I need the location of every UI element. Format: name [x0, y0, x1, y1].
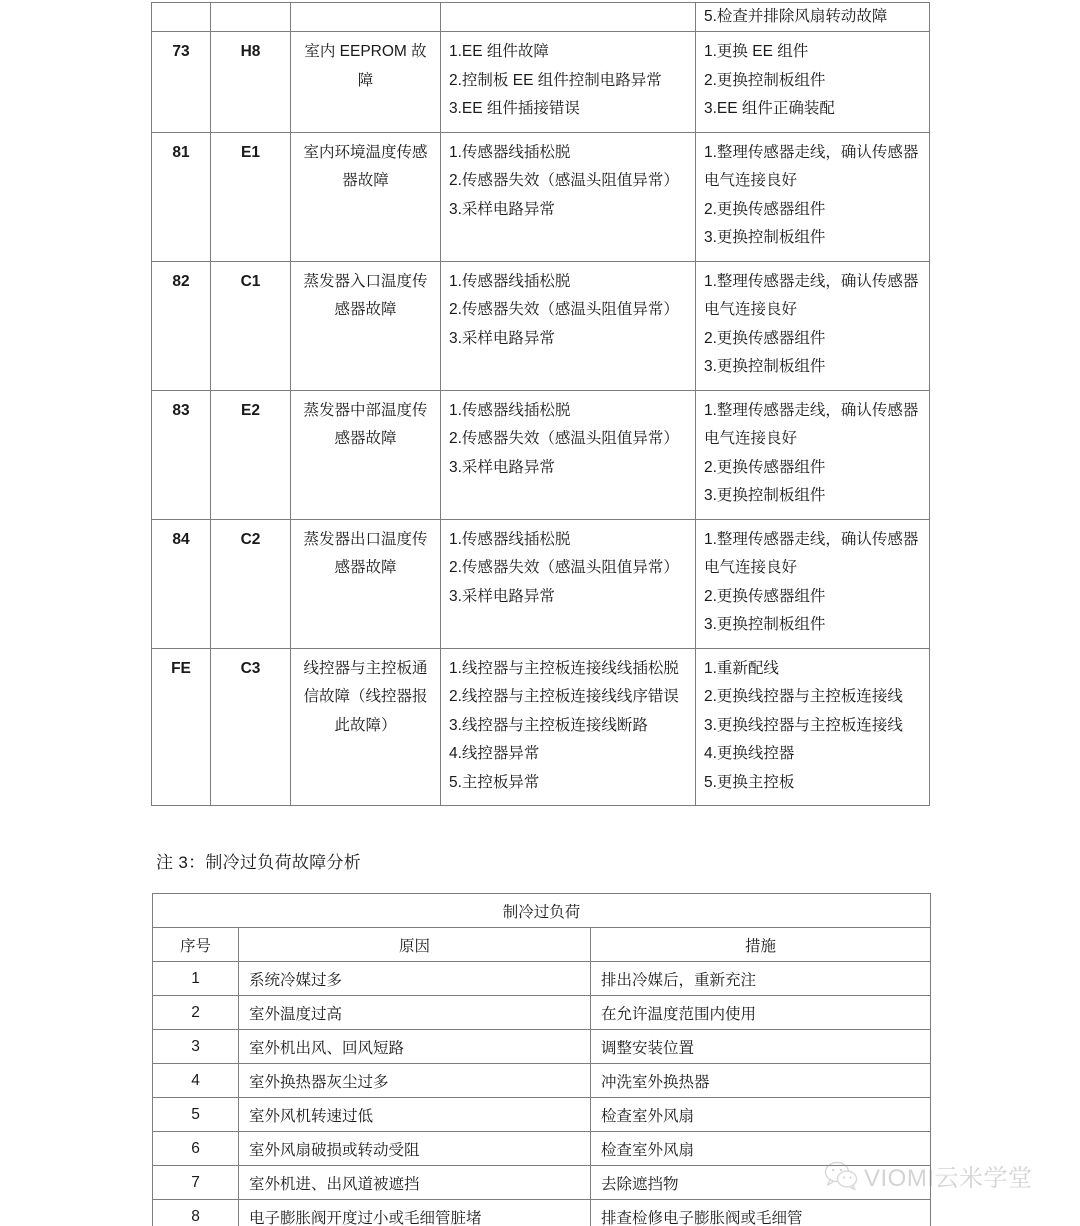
table-row — [153, 962, 931, 996]
row-number: 3 — [153, 1030, 239, 1064]
action-item: 2.更换控制板组件 — [704, 71, 826, 89]
cause-item: 1.线控器与主控板连接线线插松脱 — [449, 659, 679, 677]
fault-causes — [441, 261, 696, 390]
cause-item: 1.传感器线插松脱 — [449, 530, 571, 548]
row-number: 5 — [153, 1098, 239, 1132]
cause-item: 1.传感器线插松脱 — [449, 143, 571, 161]
column-header-no: 序号 — [153, 928, 239, 962]
row-action: 检查室外风扇 — [591, 1098, 931, 1132]
row-action: 排出冷媒后，重新充注 — [591, 962, 931, 996]
fault-causes — [441, 32, 696, 133]
display-code: C3 — [211, 648, 291, 806]
fault-code: FE — [152, 648, 211, 806]
cause-item: 1.传感器线插松脱 — [449, 401, 571, 419]
carry-display-cell — [211, 3, 291, 32]
cause-item: 3.采样电路异常 — [449, 200, 555, 218]
cause-item: 1.传感器线插松脱 — [449, 272, 571, 290]
overload-title-row — [153, 894, 931, 928]
row-action: 在允许温度范围内使用 — [591, 996, 931, 1030]
cause-item: 1.EE 组件故障 — [449, 43, 549, 60]
overload-title: 制冷过负荷 — [153, 894, 931, 928]
action-item: 1.重新配线 — [704, 659, 779, 677]
action-item: 3.EE 组件正确装配 — [704, 100, 835, 117]
row-cause: 室外温度过高 — [239, 996, 591, 1030]
action-item: 1.整理传感器走线，确认传感器电气连接良好 — [704, 272, 919, 318]
fault-code: 82 — [152, 261, 211, 390]
row-action: 调整安装位置 — [591, 1030, 931, 1064]
overload-table-body — [153, 894, 931, 1226]
cause-item: 3.采样电路异常 — [449, 587, 555, 605]
row-number: 6 — [153, 1132, 239, 1166]
row-action: 去除遮挡物 — [591, 1166, 931, 1200]
table-row — [152, 132, 930, 261]
action-item: 1.整理传感器走线，确认传感器电气连接良好 — [704, 530, 919, 576]
action-item: 1.整理传感器走线，确认传感器电气连接良好 — [704, 401, 919, 447]
row-number: 8 — [153, 1200, 239, 1226]
row-number: 2 — [153, 996, 239, 1030]
fault-name: 蒸发器入口温度传感器故障 — [291, 261, 441, 390]
column-header-action: 措施 — [591, 928, 931, 962]
action-item: 3.更换控制板组件 — [704, 229, 826, 246]
cooling-overload-table — [152, 893, 931, 1226]
table-row — [153, 1098, 931, 1132]
table-row — [153, 1200, 931, 1226]
cause-item: 3.线控器与主控板连接线断路 — [449, 716, 648, 734]
action-item: 5.更换主控板 — [704, 773, 795, 791]
fault-causes — [441, 132, 696, 261]
cause-item: 5.主控板异常 — [449, 773, 540, 791]
cause-item: 2.控制板 EE 组件控制电路异常 — [449, 71, 662, 89]
row-cause: 系统冷媒过多 — [239, 962, 591, 996]
table-row — [153, 1132, 931, 1166]
carry-action-cell — [696, 3, 930, 32]
cause-item: 4.线控器异常 — [449, 745, 540, 762]
action-item: 1.更换 EE 组件 — [704, 43, 809, 60]
table-row — [153, 1030, 931, 1064]
fault-name: 室内环境温度传感器故障 — [291, 132, 441, 261]
cause-item: 3.EE 组件插接错误 — [449, 100, 580, 117]
row-cause: 室外风机转速过低 — [239, 1098, 591, 1132]
cause-item: 2.传感器失效（感温头阻值异常） — [449, 559, 679, 576]
fault-actions — [696, 390, 930, 519]
cause-item: 2.传感器失效（感温头阻值异常） — [449, 301, 679, 318]
row-number: 7 — [153, 1166, 239, 1200]
fault-name: 线控器与主控板通信故障（线控器报此故障） — [291, 648, 441, 806]
row-cause: 室外机进、出风道被遮挡 — [239, 1166, 591, 1200]
row-cause: 室外风扇破损或转动受阻 — [239, 1132, 591, 1166]
fault-causes — [441, 519, 696, 648]
action-item: 4.更换线控器 — [704, 745, 795, 762]
display-code: E2 — [211, 390, 291, 519]
fault-causes — [441, 648, 696, 806]
action-item: 3.更换控制板组件 — [704, 358, 826, 375]
fault-name: 蒸发器出口温度传感器故障 — [291, 519, 441, 648]
action-item: 3.更换线控器与主控板连接线 — [704, 716, 903, 734]
fault-actions — [696, 648, 930, 806]
action-item: 2.更换传感器组件 — [704, 587, 826, 605]
fault-name: 蒸发器中部温度传感器故障 — [291, 390, 441, 519]
note-heading: 注 3：制冷过负荷故障分析 — [156, 853, 362, 872]
cause-item: 2.线控器与主控板连接线线序错误 — [449, 688, 679, 705]
fault-code: 73 — [152, 32, 211, 133]
fault-code: 84 — [152, 519, 211, 648]
display-code: C2 — [211, 519, 291, 648]
row-action: 检查室外风扇 — [591, 1132, 931, 1166]
action-item: 2.更换传感器组件 — [704, 200, 826, 218]
table-row-carryover — [152, 3, 930, 32]
fault-code: 83 — [152, 390, 211, 519]
fault-actions — [696, 32, 930, 133]
cause-item: 2.传感器失效（感温头阻值异常） — [449, 430, 679, 447]
carry-cause-cell — [441, 3, 696, 32]
fault-code: 81 — [152, 132, 211, 261]
action-item: 2.更换线控器与主控板连接线 — [704, 688, 903, 705]
action-item: 2.更换传感器组件 — [704, 329, 826, 347]
action-item: 1.整理传感器走线，确认传感器电气连接良好 — [704, 143, 919, 189]
fault-actions — [696, 519, 930, 648]
fault-code-table — [151, 2, 930, 806]
row-action: 冲洗室外换热器 — [591, 1064, 931, 1098]
fault-actions — [696, 261, 930, 390]
fault-causes — [441, 390, 696, 519]
overload-header-row — [153, 928, 931, 962]
row-action: 排查检修电子膨胀阀或毛细管 — [591, 1200, 931, 1226]
watermark-text: VIOMI云米学堂 — [864, 1165, 1033, 1192]
row-number: 1 — [153, 962, 239, 996]
action-item: 2.更换传感器组件 — [704, 458, 826, 476]
fault-actions — [696, 132, 930, 261]
cause-item: 3.采样电路异常 — [449, 329, 555, 347]
table-row — [153, 996, 931, 1030]
row-cause: 电子膨胀阀开度过小或毛细管脏堵 — [239, 1200, 591, 1226]
cause-item: 3.采样电路异常 — [449, 458, 555, 476]
table-row — [152, 261, 930, 390]
column-header-cause: 原因 — [239, 928, 591, 962]
table-row — [153, 1166, 931, 1200]
display-code: H8 — [211, 32, 291, 133]
row-number: 4 — [153, 1064, 239, 1098]
display-code: E1 — [211, 132, 291, 261]
row-cause: 室外机出风、回风短路 — [239, 1030, 591, 1064]
action-item: 3.更换控制板组件 — [704, 487, 826, 504]
fault-table-body — [152, 3, 930, 806]
display-code: C1 — [211, 261, 291, 390]
fault-name: 室内 EEPROM 故障 — [291, 32, 441, 133]
table-row — [153, 1064, 931, 1098]
table-row — [152, 32, 930, 133]
cause-item: 2.传感器失效（感温头阻值异常） — [449, 172, 679, 189]
table-row — [152, 390, 930, 519]
carry-name-cell — [291, 3, 441, 32]
carry-action-text: 5.检查并排除风扇转动故障 — [704, 8, 888, 25]
table-row — [152, 648, 930, 806]
action-item: 3.更换控制板组件 — [704, 616, 826, 633]
table-row — [152, 519, 930, 648]
carry-code-cell — [152, 3, 211, 32]
row-cause: 室外换热器灰尘过多 — [239, 1064, 591, 1098]
